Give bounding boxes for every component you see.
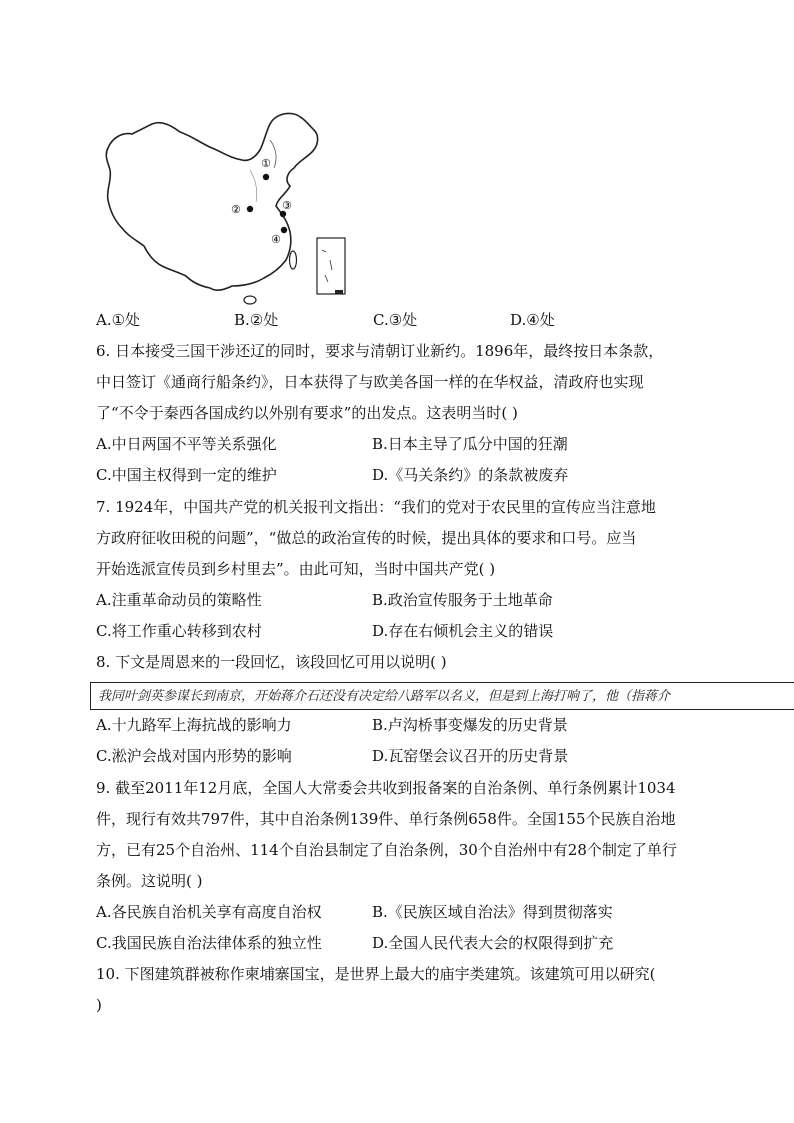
marker-label-3: ③: [282, 199, 292, 212]
q6-option-a[interactable]: A.中日两国不平等关系强化: [96, 435, 277, 453]
q6-option-d[interactable]: D.《马关条约》的条款被废弃: [372, 466, 569, 484]
q8-option-b[interactable]: B.卢沟桥事变爆发的历史背景: [372, 716, 568, 734]
q8-stem-line-1: 8. 下文是周恩来的一段回忆，该段回忆可用以说明( ): [96, 653, 447, 671]
q9-option-a[interactable]: A.各民族自治机关享有高度自治权: [96, 903, 322, 921]
q7-option-d[interactable]: D.存在右倾机会主义的错误: [372, 622, 554, 640]
q7-option-c[interactable]: C.将工作重心转移到农村: [96, 622, 262, 640]
q6-stem-line-2: 中日签订《通商行船条约》，日本获得了与欧美各国一样的在华权益，清政府也实现: [96, 373, 644, 391]
q7-stem-line-2: 方政府征收田税的问题”，“做总的政治宣传的时候，提出具体的要求和口号。应当: [96, 529, 637, 547]
marker-label-4: ④: [271, 233, 281, 246]
q9-stem-line-4: 条例。这说明( ): [96, 872, 203, 890]
q5-option-d[interactable]: D.④处: [510, 311, 555, 329]
q9-option-d[interactable]: D.全国人民代表大会的权限得到扩充: [372, 934, 614, 952]
q5-option-b[interactable]: B.②处: [234, 311, 279, 329]
q9-stem-line-1: 9. 截至2011年12月底，全国人大常委会共收到报备案的自治条例、单行条例累计1034: [96, 779, 676, 797]
q9-option-c[interactable]: C.我国民族自治法律体系的独立性: [96, 934, 322, 952]
marker-label-2: ②: [231, 203, 241, 216]
q5-option-c[interactable]: C.③处: [373, 311, 418, 329]
q9-option-b[interactable]: B.《民族区域自治法》得到贯彻落实: [372, 903, 613, 921]
q8-option-d[interactable]: D.瓦窑堡会议召开的历史背景: [372, 747, 569, 765]
q8-quote-box: [90, 682, 794, 710]
q6-option-c[interactable]: C.中国主权得到一定的维护: [96, 466, 277, 484]
q7-stem-line-1: 7. 1924年，中国共产党的机关报刊文指出：“我们的党对于农民里的宣传应当注意地: [96, 498, 656, 516]
q8-option-c[interactable]: C.淞沪会战对国内形势的影响: [96, 747, 292, 765]
q5-option-a[interactable]: A.①处: [96, 311, 141, 329]
china-map-figure: [100, 110, 355, 305]
q7-option-a[interactable]: A.注重革命动员的策略性: [96, 591, 262, 609]
q9-stem-line-3: 方，已有25个自治州、114个自治县制定了自治条例，30个自治州中有28个制定了单行: [96, 841, 677, 859]
q6-stem-line-3: 了“不令于秦西各国成约以外别有要求”的出发点。这表明当时( ): [96, 404, 518, 422]
q6-option-b[interactable]: B.日本主导了瓜分中国的狂潮: [372, 435, 568, 453]
q7-option-b[interactable]: B.政治宣传服务于土地革命: [372, 591, 553, 609]
q8-quote-text: 我同叶剑英参谋长到南京，开始蒋介石还没有决定给八路军以名义，但是到上海打响了，他（指蒋介: [98, 689, 671, 704]
q10-stem-line-2: ): [96, 996, 102, 1014]
q6-stem-line-1: 6. 日本接受三国干涉还辽的同时，要求与清朝订业新约。1896年，最终按日本条款，: [96, 342, 664, 360]
q10-stem-line-1: 10. 下图建筑群被称作柬埔寨国宝，是世界上最大的庙宇类建筑。该建筑可用以研究(: [96, 965, 656, 983]
q8-option-a[interactable]: A.十九路军上海抗战的影响力: [96, 716, 292, 734]
q7-stem-line-3: 开始选派宣传员到乡村里去”。由此可知，当时中国共产党( ): [96, 560, 496, 578]
china-map-icon: [100, 110, 355, 305]
q9-stem-line-2: 件，现行有效共797件，其中自治条例139件、单行条例658件。全国155个民族自治地: [96, 810, 676, 828]
marker-label-1: ①: [261, 157, 271, 170]
